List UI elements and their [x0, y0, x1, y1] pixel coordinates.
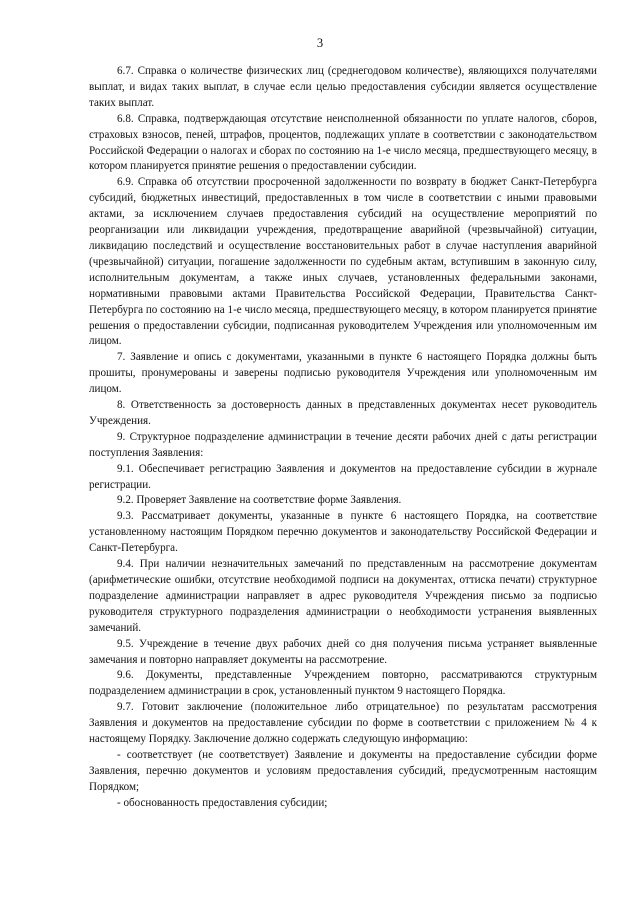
list-item-justification: - обоснованность предоставления субсидии; [117, 796, 328, 809]
paragraph-7: 7. Заявление и опись с документами, указанными в пункте 6 настоящего Порядка должны быть прошиты, пронумерованы и заверены подписью руководителя Учреждения или уполномоченным им лицом. [89, 351, 597, 396]
paragraph-9: 9. Структурное подразделение администрации в течение десяти рабочих дней с даты регистрации поступления Заявления: [89, 430, 597, 459]
paragraph-9-5: 9.5. Учреждение в течение двух рабочих дней со дня получения письма устраняет выявленные замечания и повторно направляет документы на рассмотрение. [89, 637, 597, 666]
list-item-conformity: - соответствует (не соответствует) Заявление и документы на предоставление субсидии форме Заявления, перечню документов и условиям предоставления субсидий, предусмотренным настоящим Порядком; [89, 748, 597, 793]
document-body [89, 64, 597, 812]
paragraph-9-6: 9.6. Документы, представленные Учреждением повторно, рассматриваются структурным подразделением администрации в срок, установленный пунктом 9 настоящего Порядка. [89, 669, 597, 698]
paragraph-6-7: 6.7. Справка о количестве физических лиц (среднегодовом количестве), являющихся получателями выплат, и видах таких выплат, в случае если целью предоставления субсидии является осуществление таких выплат. [89, 65, 597, 109]
paragraph-9-2: 9.2. Проверяет Заявление на соответствие форме Заявления. [117, 494, 402, 507]
paragraph-9-3: 9.3. Рассматривает документы, указанные в пункте 6 настоящего Порядка, на соответствие установленному настоящим Порядком перечню документов и законодательству Российской Федерации и Санкт-Петербурга. [89, 510, 597, 555]
paragraph-6-9: 6.9. Справка об отсутствии просроченной задолженности по возврату в бюджет Санкт-Петербурга субсидий, бюджетных инвестиций, предоставленных в том числе в соответствии с иными правовыми актами, за исключением случаев предоставления субсидий на осуществление мероприятий по реорганизации или ликвидации учреждения, предотвращение аварийной (чрезвычайной) ситуации, ликвидацию последствий и осуществление восстановительных работ в случае наступления аварийной (чрезвычайной) ситуации, погашение задолженности по судебным актам, вступившим в законную силу, исполнительным документам, а также иных случаев, установленных федеральными законами, нормативными правовыми актами Правительства Российской Федерации, Правительства Санкт-Петербурга по состоянию на 1-е число месяца, предшествующего месяцу, в котором планируется принятие решения о предоставлении субсидии, подписанная руководителем Учреждения или уполномоченным им лицом. [89, 176, 597, 348]
paragraph-6-8: 6.8. Справка, подтверждающая отсутствие неисполненной обязанности по уплате налогов, сборов, страховых взносов, пеней, штрафов, процентов, подлежащих уплате в соответствии с законодательством Российской Федерации о налогах и сборах по состоянию на 1-е число месяца, предшествующего месяцу, в котором планируется принятие решения о предоставлении субсидии. [89, 112, 597, 173]
paragraph-9-4: 9.4. При наличии незначительных замечаний по представленным на рассмотрение документам (арифметические ошибки, отсутствие необходимой подписи на документах, оттиска печати) структурное подразделение администрации направляет в адрес руководителя Учреждения письмо за подписью руководителя структурного подразделения администрации о необходимости устранения выявленных замечаний. [89, 558, 597, 634]
paragraph-9-1: 9.1. Обеспечивает регистрацию Заявления и документов на предоставление субсидии в журнале регистрации. [89, 462, 597, 491]
paragraph-9-7: 9.7. Готовит заключение (положительное либо отрицательное) по результатам рассмотрения Заявления и документов на предоставление субсидии по форме в соответствии с приложением № 4 к настоящему Порядку. Заключение должно содержать следующую информацию: [89, 701, 597, 746]
paragraph-8: 8. Ответственность за достоверность данных в представленных документах несет руководитель Учреждения. [89, 399, 597, 427]
page-number: 3 [316, 36, 324, 50]
